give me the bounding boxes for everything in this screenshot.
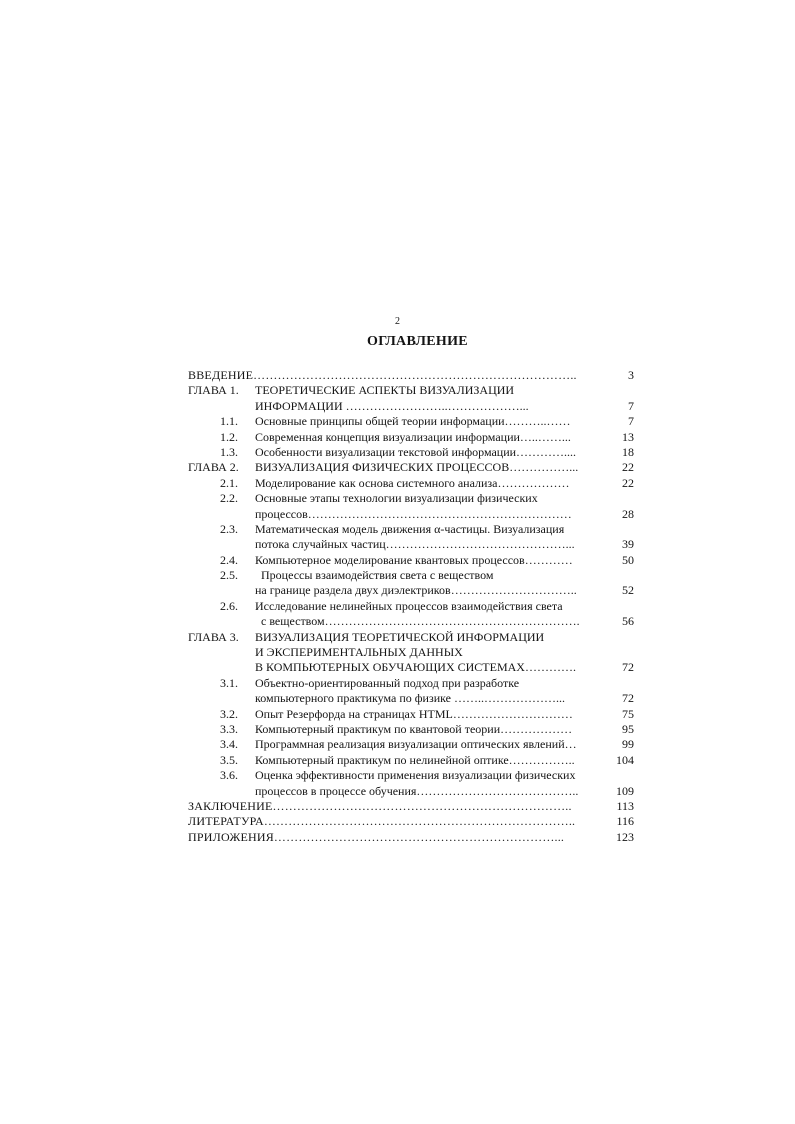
toc-section-2-3-cont	[188, 537, 648, 552]
page-number: 2	[395, 316, 400, 327]
toc-entry-literature	[188, 814, 648, 829]
toc-section-number: 1.3.	[220, 444, 238, 459]
toc-section-3-6-cont	[188, 784, 648, 799]
toc-entry-text: Компьютерное моделирование квантовых процессов…………	[255, 552, 573, 567]
toc-page-number: 104	[616, 752, 634, 767]
toc-section-number: 3.1.	[220, 675, 238, 690]
toc-entry-text: Моделирование как основа системного анализа………………	[255, 475, 570, 490]
toc-section-1-2	[188, 430, 648, 445]
table-of-contents	[188, 368, 648, 845]
toc-section-number: 2.6.	[220, 598, 238, 613]
toc-section-number: 3.5.	[220, 752, 238, 767]
toc-page-number: 18	[622, 444, 634, 459]
toc-section-number: 3.2.	[220, 706, 238, 721]
toc-section-2-3	[188, 522, 648, 537]
toc-section-3-2	[188, 707, 648, 722]
toc-entry-text: И ЭКСПЕРИМЕНТАЛЬНЫХ ДАННЫХ	[255, 645, 463, 660]
toc-section-2-1	[188, 476, 648, 491]
toc-chapter-1	[188, 383, 648, 398]
toc-entry-text: Оценка эффективности применения визуализации физических	[255, 768, 576, 783]
toc-section-2-5-cont	[188, 583, 648, 598]
toc-section-number: 1.2.	[220, 429, 238, 444]
toc-entry-text: ВВЕДЕНИЕ……………………………………………………………………..	[188, 368, 577, 382]
toc-entry-text: Опыт Резерфорда на страницах HTML…………………………	[255, 706, 573, 721]
toc-entry-text: Особенности визуализации текстовой информации…………....	[255, 444, 577, 459]
toc-section-3-3	[188, 722, 648, 737]
toc-entry-text: с веществом……………………………………………………….	[261, 614, 580, 629]
toc-entry-text: компьютерного практикума по физике ……..………………...	[255, 691, 565, 706]
toc-entry-text: потока случайных частиц………………………………………...	[255, 537, 575, 552]
toc-page-number: 28	[622, 506, 634, 521]
toc-entry-text: ЗАКЛЮЧЕНИЕ………………………………………………………………..	[188, 798, 572, 813]
toc-page-number: 7	[628, 398, 634, 413]
toc-page-number: 72	[622, 691, 634, 706]
toc-entry-text: ТЕОРЕТИЧЕСКИЕ АСПЕКТЫ ВИЗУАЛИЗАЦИИ	[255, 383, 515, 398]
toc-entry-text: ЛИТЕРАТУРА…………………………………………………………………..	[188, 814, 576, 829]
toc-section-3-6	[188, 768, 648, 783]
toc-page-number: 116	[616, 814, 634, 829]
toc-page-number: 39	[622, 537, 634, 552]
toc-section-2-5	[188, 568, 648, 583]
toc-page-number: 109	[616, 783, 634, 798]
toc-entry-conclusion	[188, 799, 648, 814]
toc-section-number: 1.1.	[220, 414, 238, 429]
toc-page-number: 113	[616, 798, 634, 813]
toc-section-2-6	[188, 599, 648, 614]
toc-entry-text: ПРИЛОЖЕНИЯ……………………………………………………………...	[188, 829, 565, 844]
toc-section-number: 2.4.	[220, 552, 238, 567]
toc-page-number: 13	[622, 429, 634, 444]
toc-entry-text: Основные принципы общей теории информации………..……	[255, 414, 571, 429]
toc-page-number: 99	[622, 737, 634, 752]
toc-entry-text: ИНФОРМАЦИИ ……………………..………………...	[255, 398, 529, 413]
toc-entry-text: ВИЗУАЛИЗАЦИЯ ТЕОРЕТИЧЕСКОЙ ИНФОРМАЦИИ	[255, 629, 545, 644]
toc-chapter-1-cont	[188, 399, 648, 414]
toc-title: ОГЛАВЛЕНИЕ	[367, 334, 468, 349]
toc-entry-text: Основные этапы технологии визуализации физических	[255, 491, 538, 506]
toc-entry-text: на границе раздела двух диэлектриков…………………………..	[255, 583, 577, 598]
toc-section-number: 3.6.	[220, 768, 238, 783]
toc-page-number: 75	[622, 706, 634, 721]
toc-entry-text: процессов в процессе обучения…………………………………..	[255, 783, 579, 798]
toc-chapter-label: ГЛАВА 3.	[188, 629, 239, 644]
toc-entry-text: процессов…………………………………………………………	[255, 506, 572, 521]
toc-section-2-4	[188, 553, 648, 568]
toc-page-number: 95	[622, 721, 634, 736]
toc-page-number: 72	[622, 660, 634, 675]
toc-page-number: 50	[622, 552, 634, 567]
toc-entry-text: Исследование нелинейных процессов взаимодействия света	[255, 598, 563, 613]
toc-section-number: 2.1.	[220, 475, 238, 490]
toc-entry-introduction	[188, 368, 648, 383]
toc-entry-text: Программная реализация визуализации оптических явлений…	[255, 737, 577, 752]
toc-section-number: 2.3.	[220, 521, 238, 536]
toc-section-3-1-cont	[188, 691, 648, 706]
toc-entry-text: Компьютерный практикум по нелинейной оптике……………..	[255, 752, 575, 767]
toc-section-3-5	[188, 753, 648, 768]
toc-section-3-4	[188, 737, 648, 752]
toc-entry-text: Объектно-ориентированный подход при разработке	[255, 675, 520, 690]
toc-entry-text: Компьютерный практикум по квантовой теории………………	[255, 721, 573, 736]
toc-section-2-2	[188, 491, 648, 506]
toc-section-2-6-cont	[188, 614, 648, 629]
toc-page-number: 123	[616, 829, 634, 844]
toc-entry-text: В КОМПЬЮТЕРНЫХ ОБУЧАЮЩИХ СИСТЕМАХ………….	[255, 660, 576, 675]
toc-chapter-3-cont-1	[188, 645, 648, 660]
toc-entry-text: Процессы взаимодействия света с веществом	[261, 568, 494, 583]
toc-chapter-3-cont-2	[188, 660, 648, 675]
toc-section-number: 2.5.	[220, 568, 238, 583]
toc-section-number: 3.3.	[220, 721, 238, 736]
toc-page-number: 22	[622, 475, 634, 490]
toc-entry-text: Математическая модель движения α-частицы. Визуализация	[255, 521, 565, 536]
toc-section-1-3	[188, 445, 648, 460]
toc-section-number: 2.2.	[220, 491, 238, 506]
toc-entry-text: ВИЗУАЛИЗАЦИЯ ФИЗИЧЕСКИХ ПРОЦЕССОВ……………...	[255, 460, 579, 475]
toc-entry-text: Современная концепция визуализации информации…..……...	[255, 429, 571, 444]
toc-page-number: 22	[622, 460, 634, 475]
toc-section-3-1	[188, 676, 648, 691]
toc-page-number: 3	[628, 368, 634, 382]
toc-page-number: 7	[628, 414, 634, 429]
toc-chapter-label: ГЛАВА 1.	[188, 383, 239, 398]
toc-section-1-1	[188, 414, 648, 429]
toc-chapter-label: ГЛАВА 2.	[188, 460, 239, 475]
toc-section-2-2-cont	[188, 507, 648, 522]
toc-chapter-2	[188, 460, 648, 475]
toc-entry-appendices	[188, 830, 648, 845]
toc-page-number: 52	[622, 583, 634, 598]
toc-section-number: 3.4.	[220, 737, 238, 752]
toc-page-number: 56	[622, 614, 634, 629]
toc-chapter-3	[188, 630, 648, 645]
